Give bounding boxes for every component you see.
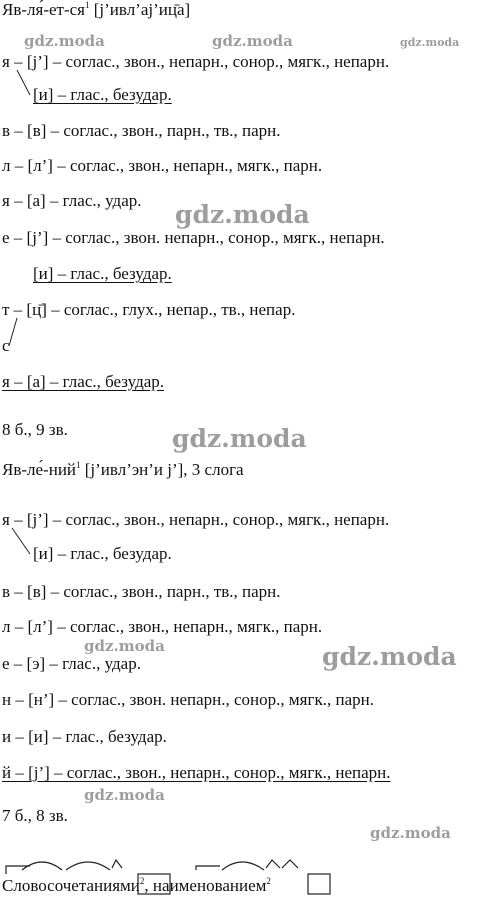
header-word: Яв-ля́-ет-ся [2, 0, 85, 19]
root-arc [22, 862, 62, 870]
analysis-line: и – [и] – глас., безудар. [2, 727, 167, 746]
watermark: gdz.moda [172, 424, 307, 453]
suffix-mark [282, 860, 298, 868]
analysis-line: с [2, 336, 10, 355]
watermark: gdz.moda [175, 200, 310, 229]
analysis-line: н – [н’] – соглас., звон. непарн., сонор., мягк., парн. [2, 690, 374, 709]
summary-1: 8 б., 9 зв. [2, 420, 68, 439]
ending-box [308, 874, 330, 894]
branch-line [9, 318, 17, 346]
suffix-mark [266, 860, 280, 868]
watermark: gdz.moda [84, 786, 165, 804]
header-sup: 1 [76, 460, 81, 470]
analysis-line: в – [в] – соглас., звон., парн., тв., парн. [2, 582, 281, 601]
morph-word-2: наименованием [152, 876, 267, 895]
header-transcription: [j’ивл’эн’и j’], 3 слога [80, 460, 244, 479]
root-arc [222, 862, 264, 870]
analysis-line: [и] – глас., безудар. [33, 544, 172, 563]
analysis-line: е – [э] – глас., удар. [2, 654, 141, 673]
header-sup: 1 [85, 0, 90, 10]
analysis-line: я – [j’] – соглас., звон., непарн., сонор., мягк., непарн. [2, 52, 390, 71]
analysis-line: [и] – глас., безудар. [33, 85, 172, 104]
suffix-mark [112, 860, 122, 868]
prefix-mark [196, 866, 220, 870]
analysis-line: л – [л’] – соглас., звон., непарн., мягк., парн. [2, 156, 323, 175]
header-word: Яв-ле́-ний [2, 460, 77, 479]
analysis-line: й – [j’] – соглас., звон., непарн., сонор., мягк., непарн. [2, 763, 391, 782]
watermark: gdz.moda [400, 36, 460, 49]
analysis-line: т – [ц̄] – соглас., глух., непар., тв., непар. [2, 300, 296, 319]
watermark: gdz.moda [24, 32, 105, 50]
summary-2: 7 б., 8 зв. [2, 806, 68, 825]
branch-line [12, 528, 30, 554]
analysis-line: [и] – глас., безудар. [33, 264, 172, 283]
analysis-line: е – [j’] – соглас., звон. непарн., сонор., мягк., непарн. [2, 228, 385, 247]
watermark: gdz.moda [212, 32, 293, 50]
branch-line [17, 70, 30, 95]
root-arc [66, 862, 110, 870]
morph-sup-2: 2 [266, 876, 271, 886]
watermark: gdz.moda [322, 642, 457, 671]
analysis-line: я – [а] – глас., удар. [2, 191, 142, 210]
analysis-line: я – [j’] – соглас., звон., непарн., сонор., мягк., непарн. [2, 510, 390, 529]
analysis-line: л – [л’] – соглас., звон., непарн., мягк., парн. [2, 617, 323, 636]
header-transcription: [j’ивл’aj’иц̄а] [89, 0, 191, 19]
morph-separator: , [144, 876, 153, 895]
analysis-line: я – [а] – глас., безудар. [2, 372, 165, 391]
watermark: gdz.moda [84, 637, 165, 655]
ending-box [138, 874, 170, 894]
morph-word-1: Словосочетаниями [2, 876, 140, 895]
watermark: gdz.moda [370, 824, 451, 842]
analysis-line: в – [в] – соглас., звон., парн., тв., парн. [2, 121, 281, 140]
morph-sup-1: 2 [139, 876, 145, 886]
